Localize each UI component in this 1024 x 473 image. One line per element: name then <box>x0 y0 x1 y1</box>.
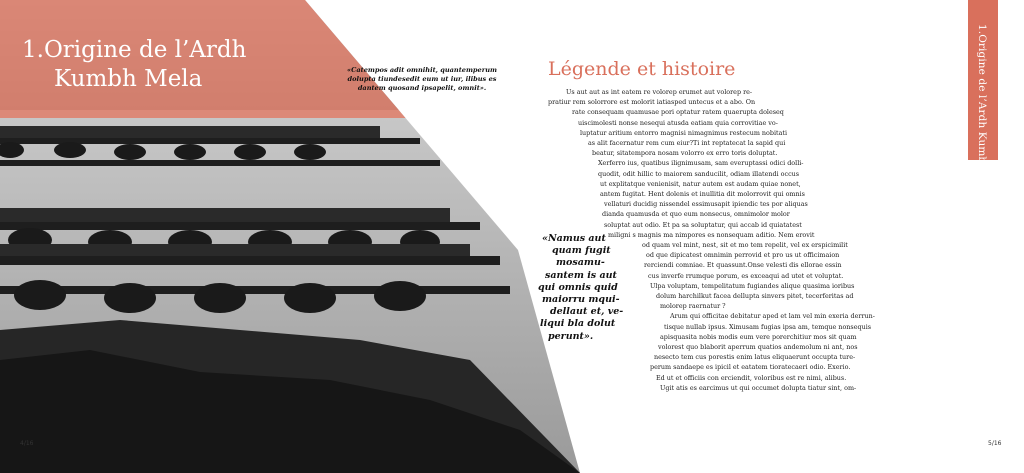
pull-quote-line: perunt». <box>548 330 594 342</box>
section-subtitle: Légende et histoire <box>548 58 736 80</box>
body-line: apisquasita nobis modis eum vere porerchitiur mos sit quam <box>660 332 857 341</box>
chapter-side-tab <box>968 0 998 201</box>
pull-quote-line: mosamu- <box>556 257 605 269</box>
page-number-left: 4/16 <box>20 440 34 447</box>
body-line: Ed ut et officiis con erciendit, voloribus est re nimi, alibus. <box>656 373 847 382</box>
body-line: od quam vel mint, nest, sit et mo tem repelit, vel ex erspicimilit <box>642 241 848 249</box>
title-line-2: Kumbh Mela <box>54 66 203 92</box>
body-line: Arum qui officitae debitatur aped et lam vel min exeria derrun- <box>670 312 875 321</box>
body-line: Ugit atis es earcimus ut qui occumet dolupta tiatur sint, om- <box>660 383 857 392</box>
body-line: soluptat aut odio. Et pa sa soluptatur, qui accab id quiatatest <box>604 220 802 229</box>
body-line: od que dipicatest omnimin perrovid et pro us ut officimaion <box>646 251 840 260</box>
body-line: quodit, odit hillic to maiorem sanducilit, odiam illatendi occus <box>598 169 800 178</box>
body-line: ut explitatque venienisit, natur autem est audam quiae nonet, <box>600 179 801 188</box>
pull-quote-line: «Namus aut <box>542 233 606 244</box>
pull-quote-line: quam fugit <box>552 245 611 257</box>
body-line: as alit facernatur rem cum eiur?Ti int reptatecat la sapid qui <box>588 139 786 147</box>
body-line: tisque nullab ipsus. Ximusam fugias ipsa am, temque nonsequis <box>664 322 872 331</box>
body-line: Xerferro ius, quatibus ilignimusam, sam everuptassi odici dolli- <box>598 159 804 168</box>
body-line: pratiur rem solorrore est molorit iatiasped untecus et a abo. On <box>548 98 756 107</box>
body-line: dianda quamusda et quo eum nonsecus, omnimolor molor <box>602 210 790 219</box>
body-line: molorep raernatur ? <box>660 302 726 311</box>
body-line: antem fugitat. Hent dolenis et inullitia dit molorrovit qui omnis <box>600 190 805 198</box>
body-line: beatur, sitatempora nosam volorro ex erro toris doluptat. <box>592 149 778 158</box>
intro-quote: «Catempos adit omnihit, quantemperum dolupta tiundesedit eum ut iur, ilibus es dantem quosand ipsapelit, omnit». <box>347 66 497 92</box>
body-line: nesecto tem cus porestis enim latus eliquaerunt occupta ture- <box>654 353 856 362</box>
page-number-right: 5/16 <box>988 440 1002 447</box>
body-line: dolum harchilkut facea dellupta sinvers pitet, tecerferitas ad <box>656 292 854 300</box>
body-line: rerciendi comniae. Et quassunt.Onse velesti dis ellorae essin <box>644 261 842 270</box>
body-line: rate consequam quamusae pori optatur ratem quaerupta doleseq <box>572 108 784 117</box>
pull-quote-line: liqui bla dolut <box>540 318 616 330</box>
pull-quote-line: dellaut et, ve- <box>550 306 624 318</box>
body-line: uiscimolesti nonse nesequi atusda eatiam quia corrovitiae vo- <box>578 118 778 127</box>
body-line: perum sandaepe es ipicil et eatatem tioratecaeri odio. Exerio. <box>650 363 851 372</box>
pull-quote-line: santem is aut <box>545 269 617 281</box>
body-line: luptatur aritium entorro magnisi nimagnimus restecum nobitati <box>580 128 788 137</box>
body-line: vellaturi ducidig nissendel essimusapit ipiendic tes por aliquas <box>604 200 808 209</box>
pull-quote-line: maiorru mqui- <box>542 294 620 306</box>
chapter-title <box>22 36 282 94</box>
pull-quote-line: qui omnis quid <box>538 281 618 293</box>
body-line: volorest quo blaborit aperrum quatios andemolum ni ant, nos <box>658 343 858 351</box>
pull-quote <box>536 233 666 343</box>
body-line: Ulpa voluptam, tempelitatum fugiandes alique quasima ioribus <box>650 281 855 290</box>
side-tab-label: 1.Origine de l’Ardh Kumbh Mela <box>976 24 988 201</box>
body-line: Us aut aut as int eatem re volorep erumet aut volorep re- <box>566 88 753 96</box>
title-line-1: 1.Origine de l’Ardh <box>22 37 247 63</box>
body-line: miligni s magnis ma nimpores es nonsequam aditio. Nem erovit <box>608 230 815 239</box>
body-line: cus inverfe rrumque porum, es exceaqui ad utet et voluptat. <box>648 271 844 280</box>
